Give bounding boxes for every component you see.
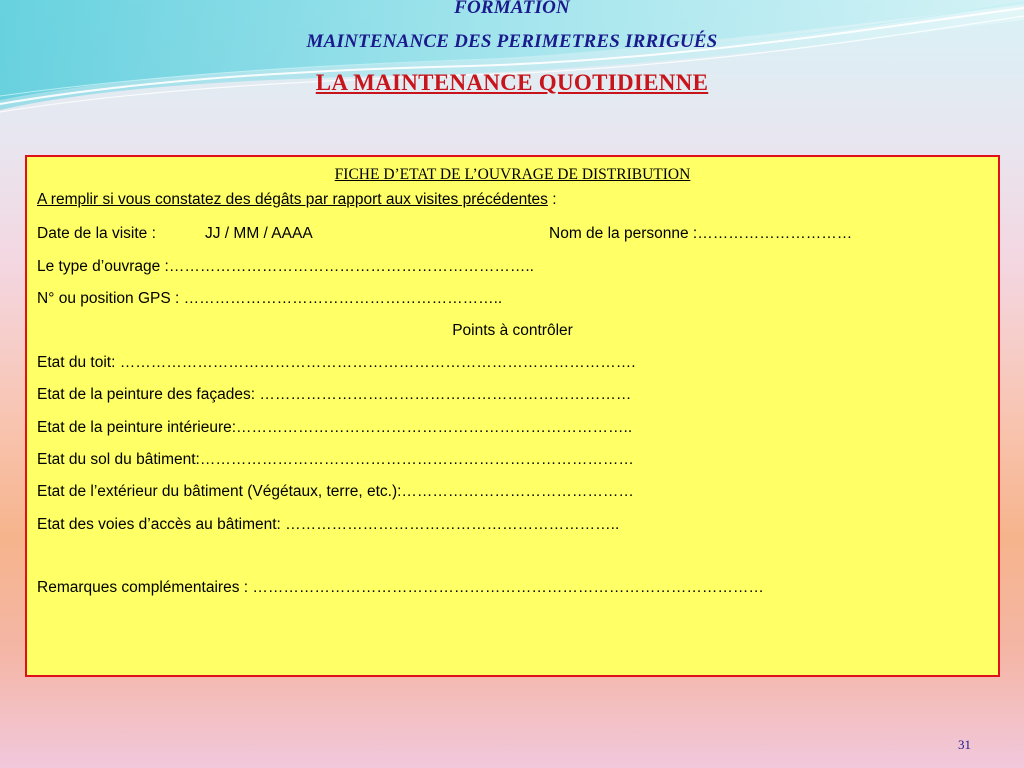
instruction-suffix: : <box>547 191 557 208</box>
instruction-text: A remplir si vous constatez des dégâts par rapport aux visites précédentes <box>37 191 548 208</box>
person-name-field: Nom de la personne :………………………… <box>549 225 853 242</box>
form-box <box>25 155 1000 677</box>
header-title-line1: FORMATION <box>454 0 570 18</box>
gps-position-field: N° ou position GPS : …………………………………………………….. <box>37 290 503 307</box>
check-roof: Etat du toit: ………………………………………………………………………………………. <box>37 354 636 371</box>
decorative-waves <box>0 0 1024 130</box>
structure-type-field: Le type d’ouvrage :…………………………………………………………….. <box>37 258 534 275</box>
check-facade-paint: Etat de la peinture des façades: ……………………………………………………………… <box>37 386 632 403</box>
checkpoints-heading: Points à contrôler <box>452 322 573 339</box>
page-number: 31 <box>958 737 971 752</box>
header-title-line2: MAINTENANCE DES PERIMETRES IRRIGUÉS <box>306 31 718 52</box>
check-floor: Etat du sol du bâtiment:………………………………………………………………………… <box>37 451 634 468</box>
visit-date-value: JJ / MM / AAAA <box>205 225 313 242</box>
form-instruction <box>37 191 557 209</box>
remarks-field: Remarques complémentaires : ……………………………………………………………………………………… <box>37 579 764 596</box>
form-title: FICHE D’ETAT DE L’OUVRAGE DE DISTRIBUTION <box>334 166 691 183</box>
check-access-roads: Etat des voies d’accès au bâtiment: ……………………………………………………….. <box>37 516 620 533</box>
check-exterior: Etat de l’extérieur du bâtiment (Végétaux, terre, etc.):……………………………………… <box>37 483 634 500</box>
page-subtitle: LA MAINTENANCE QUOTIDIENNE <box>315 70 709 95</box>
visit-date-label: Date de la visite : <box>37 225 156 242</box>
check-interior-paint: Etat de la peinture intérieure:………………………………………………………………….. <box>37 419 633 436</box>
